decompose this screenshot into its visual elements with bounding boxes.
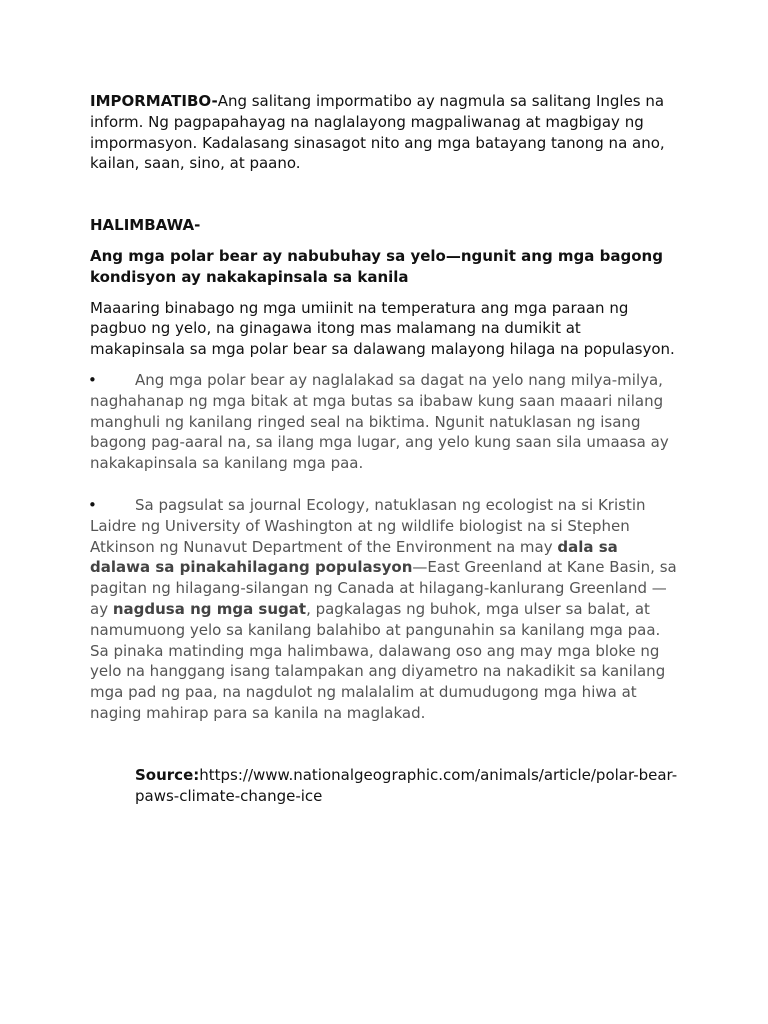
bullet-2-text-part1: Sa pagsulat sa journal Ecology, natuklasan ng ecologist na si Kristin Laidre ng University of Washington at ng wildlife biologist na si Stephen Atkinson ng Nunavut Department of the Environment na may [90,495,646,556]
article-title: Ang mga polar bear ay nabubuhay sa yelo—ngunit ang mga bagong kondisyon ay nakakapinsala sa kanila [90,246,663,286]
document-page [90,91,680,806]
source-citation [90,765,680,807]
article-lead: Maaaring binabago ng mga umiinit na temperatura ang mga paraan ng pagbuo ng yelo, na ginagawa itong mas malamang na dumikit at makapinsala sa mga polar bear sa dalawang malayong hilaga na populasyon. [90,298,675,359]
intro-term: IMPORMATIBO- [90,92,218,110]
bullet-dot-icon: • [88,495,97,514]
bullet-2-bold-populations: dala sa dalawa sa pinakahilagang populasyon [90,537,618,577]
bullet-2-text-part2: —East Greenland at Kane Basin, sa pagitan ng hilagang-silangan ng Canada at hilagang-kanlurang Greenland — ay [90,558,677,618]
intro-paragraph [90,91,680,174]
bullet-item-1 [90,370,680,474]
source-label: Source: [135,765,200,784]
bullet-1-text: Ang mga polar bear ay naglalakad sa dagat na yelo nang milya-milya, naghahanap ng mga bitak at mga butas sa ibabaw kung saan maaari nilang manghuli ng kanilang ringed seal na biktima. Ngunit natuklasan ng isang bagong pag-aaral na, sa ilang mga lugar, ang yelo kung saan sila umaasa ay nakakapinsala sa kanilang mga paa. [90,370,669,473]
intro-text: Ang salitang impormatibo ay nagmula sa salitang Ingles na inform. Ng pagpapahayag na naglalayong magpaliwanag at magbigay ng impormasyon. Kadalasang sinasagot nito ang mga batayang tanong na ano, kailan, saan, sino, at paano. [90,92,665,173]
bullet-2-bold-injuries: nagdusa ng mga sugat [112,599,307,618]
bullet-2-text-part3: , pagkalagas ng buhok, mga ulser sa balat, at namumuong yelo sa kanilang balahibo at pangunahin sa kanilang mga paa. Sa pinaka matinding mga halimbawa, dalawang oso ang may mga bloke ng yelo na hanggang isang talampakan ang diyametro na nakadikit sa kanilang mga pad ng paa, na nagdulot ng malalalim at dumudugong mga hiwa at naging mahirap para sa kanila na maglakad. [90,599,666,722]
bullet-item-2 [90,495,680,724]
source-url: https://www.nationalgeographic.com/animals/article/polar-bear-paws-climate-change-ice [135,765,678,805]
example-heading: HALIMBAWA- [90,216,201,235]
bullet-dot-icon: • [88,370,97,389]
